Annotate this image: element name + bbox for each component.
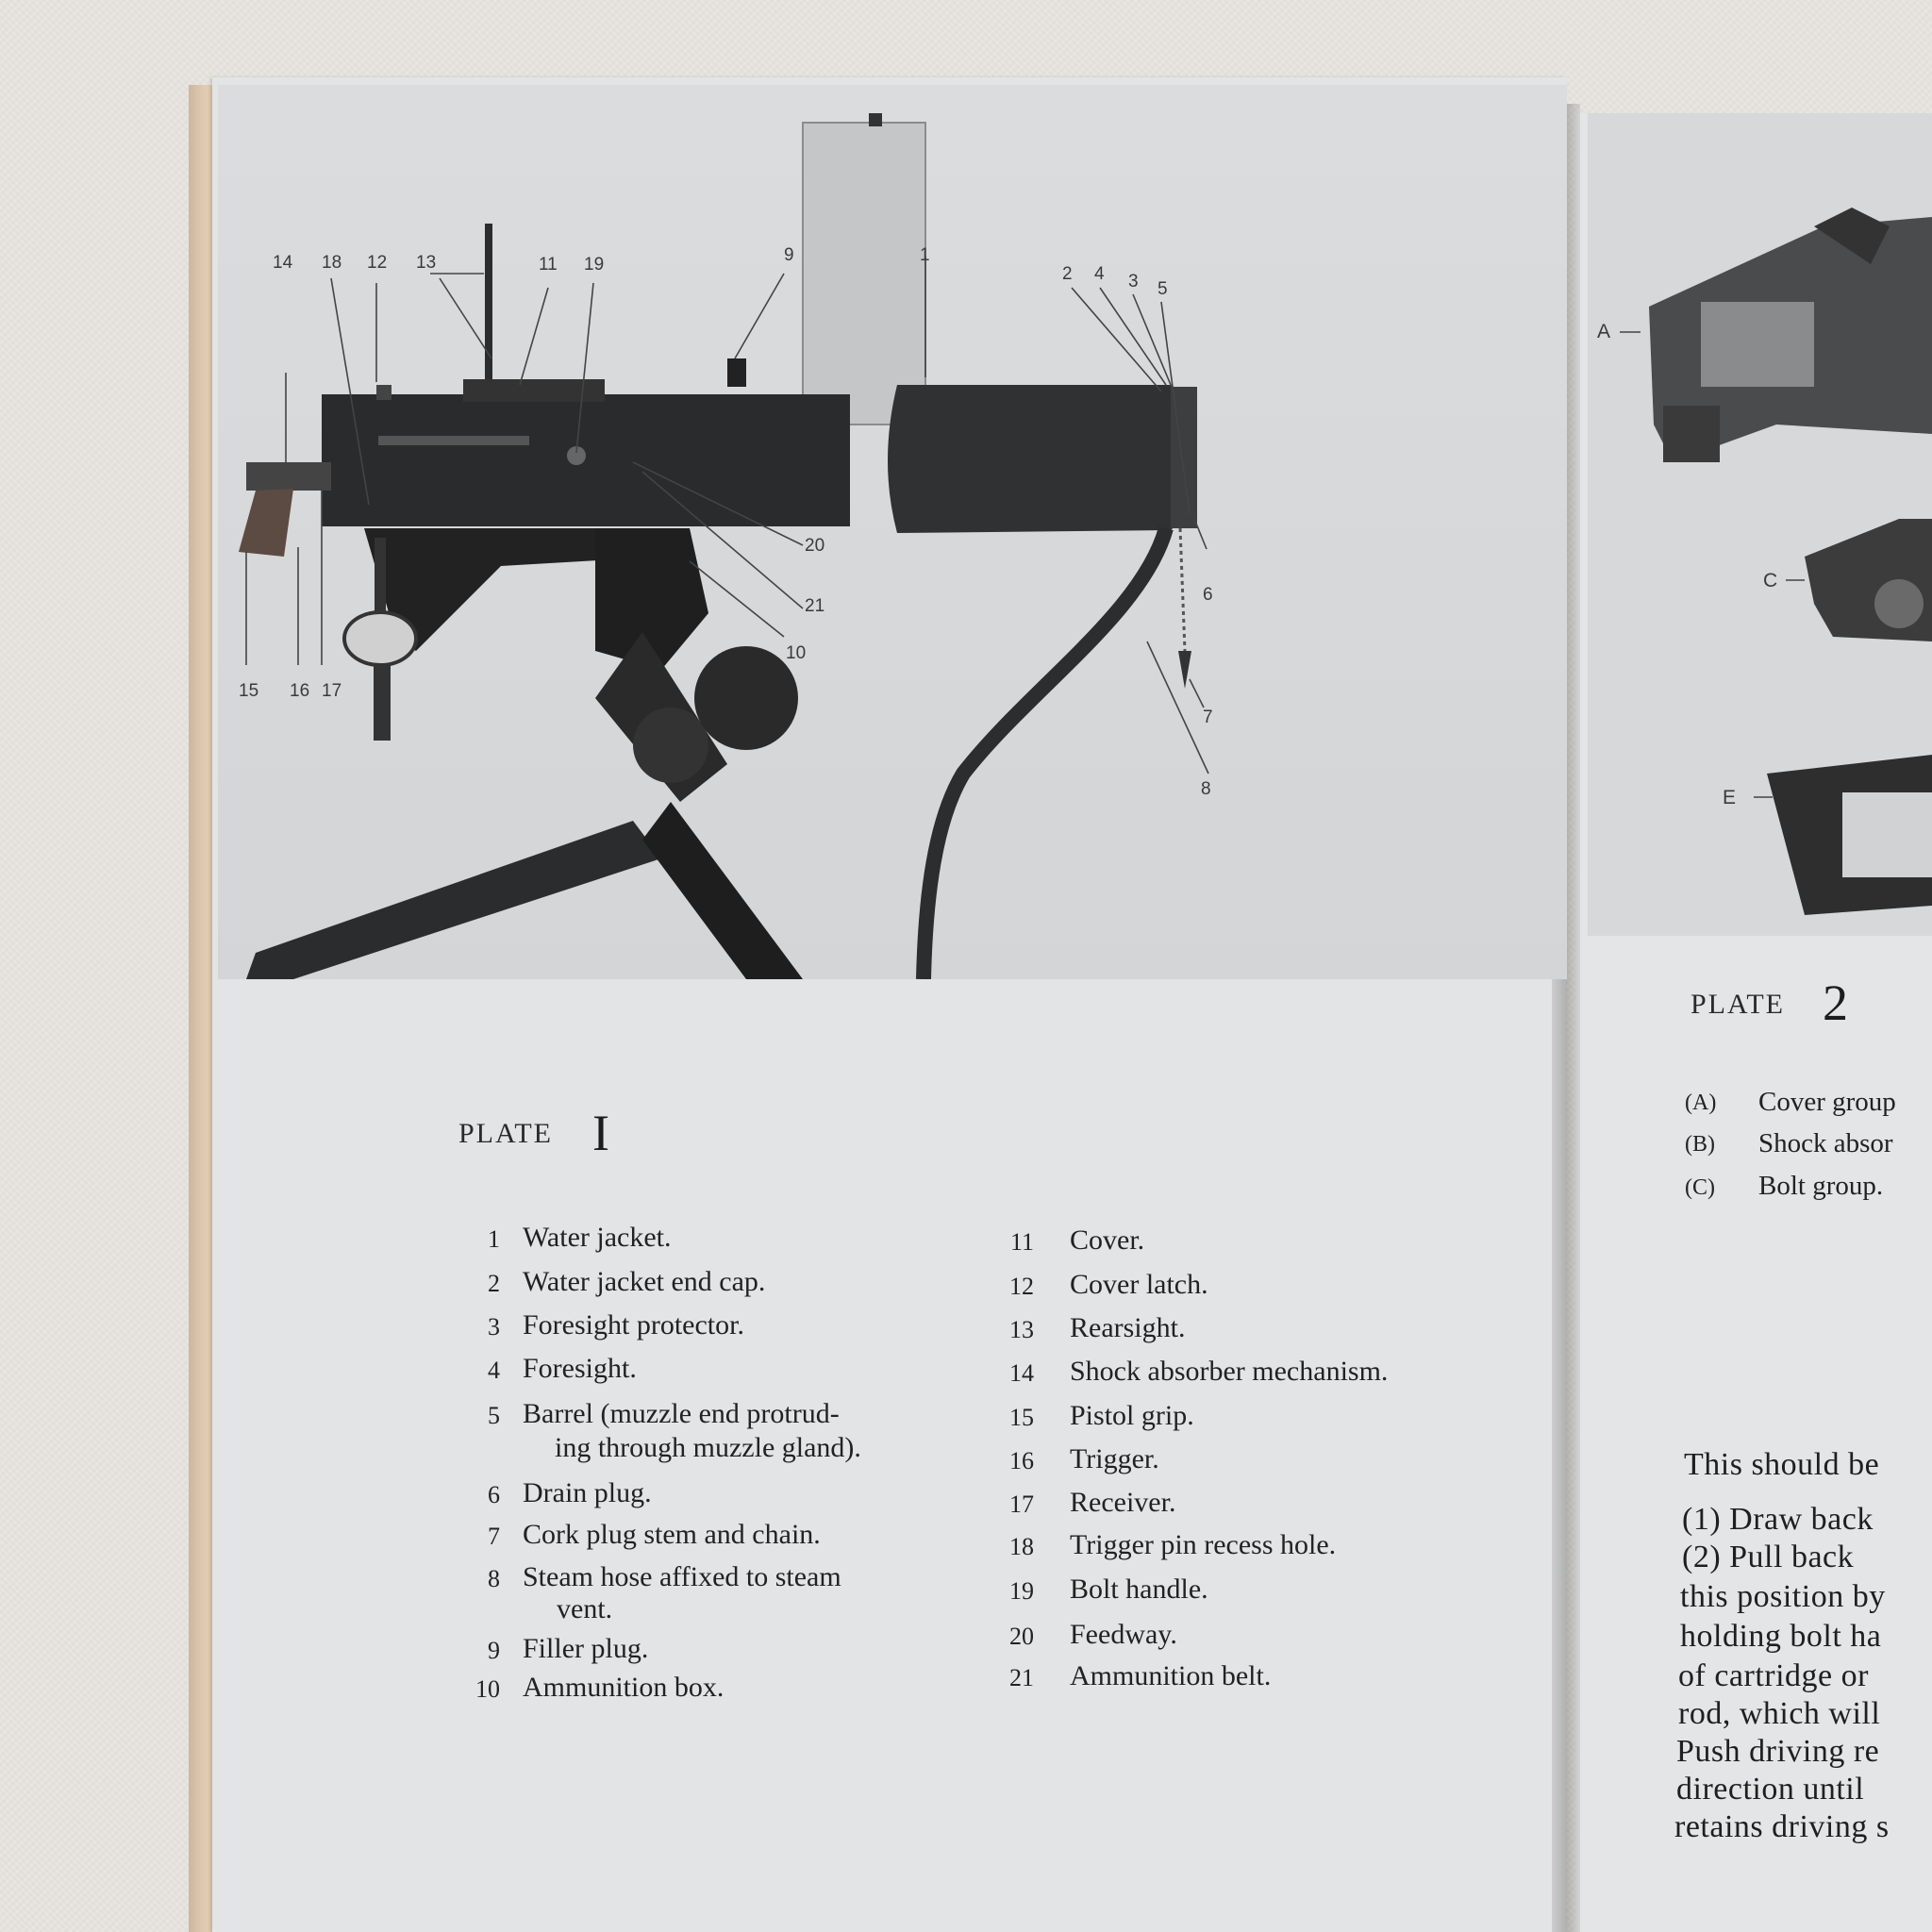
callout-2: 2 — [1062, 264, 1073, 284]
callout-4: 4 — [1094, 264, 1105, 284]
callout-5: 5 — [1158, 279, 1168, 299]
legend-number: 20 — [1009, 1623, 1034, 1650]
legend-number: 1 — [488, 1225, 500, 1253]
legend-number: 9 — [488, 1637, 500, 1664]
legend-text: Ammunition belt. — [1070, 1660, 1272, 1691]
legend-text: Foresight. — [523, 1353, 637, 1384]
legend-number: 7 — [488, 1523, 500, 1550]
body-line: (1) Draw back — [1682, 1502, 1874, 1537]
callout-17: 17 — [322, 681, 342, 701]
plate1-label: PLATE — [458, 1118, 553, 1149]
callout-12: 12 — [367, 253, 388, 273]
legend-text: Ammunition box. — [523, 1672, 724, 1703]
plate2-label: PLATE — [1690, 989, 1785, 1020]
body-line: (2) Pull back — [1682, 1540, 1855, 1574]
body-line: rod, which will — [1678, 1696, 1881, 1731]
body-line: Push driving re — [1676, 1734, 1880, 1769]
legend-text: Filler plug. — [523, 1633, 649, 1664]
callout-10: 10 — [786, 643, 807, 663]
legend-text: Water jacket. — [523, 1222, 672, 1253]
callout-14: 14 — [273, 253, 293, 273]
photo-letter-c: C — [1763, 570, 1778, 591]
legend-text: Cork plug stem and chain. — [523, 1519, 821, 1550]
legend-text: Bolt handle. — [1070, 1574, 1208, 1605]
callout-3: 3 — [1128, 272, 1139, 291]
body-line: direction until — [1676, 1772, 1865, 1807]
legend-text: Water jacket end cap. — [523, 1266, 766, 1297]
callout-7: 7 — [1203, 708, 1213, 727]
callout-9: 9 — [784, 245, 794, 265]
legend-number: 19 — [1009, 1577, 1034, 1605]
legend-text: Rearsight. — [1070, 1312, 1186, 1343]
legend-text: Shock absorber mechanism. — [1070, 1356, 1389, 1387]
legend-text: Cover. — [1070, 1224, 1145, 1256]
callout-1: 1 — [920, 245, 930, 265]
legend-number: 2 — [488, 1270, 500, 1297]
legend-number: 15 — [1009, 1404, 1034, 1431]
legend-number: 21 — [1009, 1664, 1034, 1691]
legend-text: Trigger. — [1070, 1443, 1159, 1474]
legend-number: 4 — [488, 1357, 500, 1384]
legend-text: Pistol grip. — [1070, 1400, 1194, 1431]
legend-letter: (A) — [1685, 1091, 1717, 1115]
parts-illustration — [1588, 113, 1932, 936]
machine-gun-illustration — [218, 85, 1567, 979]
legend-number: 17 — [1009, 1491, 1034, 1518]
legend-number: 10 — [475, 1675, 500, 1703]
callout-6: 6 — [1203, 585, 1213, 605]
legend-text: Barrel (muzzle end protrud- — [523, 1398, 840, 1429]
body-line: retains driving s — [1674, 1809, 1890, 1844]
legend-text: Feedway. — [1070, 1619, 1177, 1650]
legend-number: 8 — [488, 1565, 500, 1592]
callout-16: 16 — [290, 681, 310, 701]
legend-text: Steam hose affixed to steam — [523, 1561, 841, 1592]
callout-15: 15 — [239, 681, 259, 701]
plate2-photograph — [1588, 113, 1932, 936]
legend-letter: (C) — [1685, 1175, 1715, 1200]
legend-text: Trigger pin recess hole. — [1070, 1529, 1337, 1560]
callout-8: 8 — [1201, 779, 1211, 799]
legend-text: Receiver. — [1070, 1487, 1176, 1518]
photo-letter-e: E — [1723, 787, 1737, 808]
plate1-number: I — [592, 1105, 609, 1161]
legend-text: Bolt group. — [1758, 1171, 1884, 1201]
legend-number: 5 — [488, 1402, 500, 1429]
legend-text: Shock absor — [1758, 1128, 1893, 1158]
legend-number: 14 — [1009, 1359, 1034, 1387]
legend-text: Foresight protector. — [523, 1309, 744, 1341]
photo-letter-a: A — [1597, 321, 1611, 342]
legend-number: 13 — [1009, 1316, 1034, 1343]
legend-text-continued: vent. — [557, 1593, 613, 1624]
legend-number: 6 — [488, 1481, 500, 1508]
legend-text: Cover latch. — [1070, 1269, 1208, 1300]
legend-number: 16 — [1009, 1447, 1034, 1474]
callout-11: 11 — [539, 255, 558, 275]
callout-19: 19 — [584, 255, 605, 275]
callout-21: 21 — [805, 596, 825, 616]
body-line: This should be — [1684, 1447, 1880, 1482]
legend-number: 12 — [1009, 1273, 1034, 1300]
callout-13: 13 — [416, 253, 437, 273]
body-line: holding bolt ha — [1680, 1619, 1882, 1654]
legend-number: 3 — [488, 1313, 500, 1341]
plate1-photograph — [218, 85, 1567, 979]
callout-20: 20 — [805, 536, 825, 556]
legend-letter: (B) — [1685, 1132, 1715, 1157]
callout-18: 18 — [322, 253, 342, 273]
legend-text: Drain plug. — [523, 1477, 652, 1508]
plate2-number: 2 — [1823, 974, 1848, 1031]
legend-text: Cover group — [1758, 1087, 1896, 1117]
legend-number: 11 — [1009, 1228, 1034, 1256]
legend-number: 18 — [1009, 1533, 1034, 1560]
body-line: of cartridge or — [1678, 1658, 1869, 1693]
body-line: this position by — [1680, 1579, 1886, 1614]
legend-text-continued: ing through muzzle gland). — [555, 1432, 861, 1463]
